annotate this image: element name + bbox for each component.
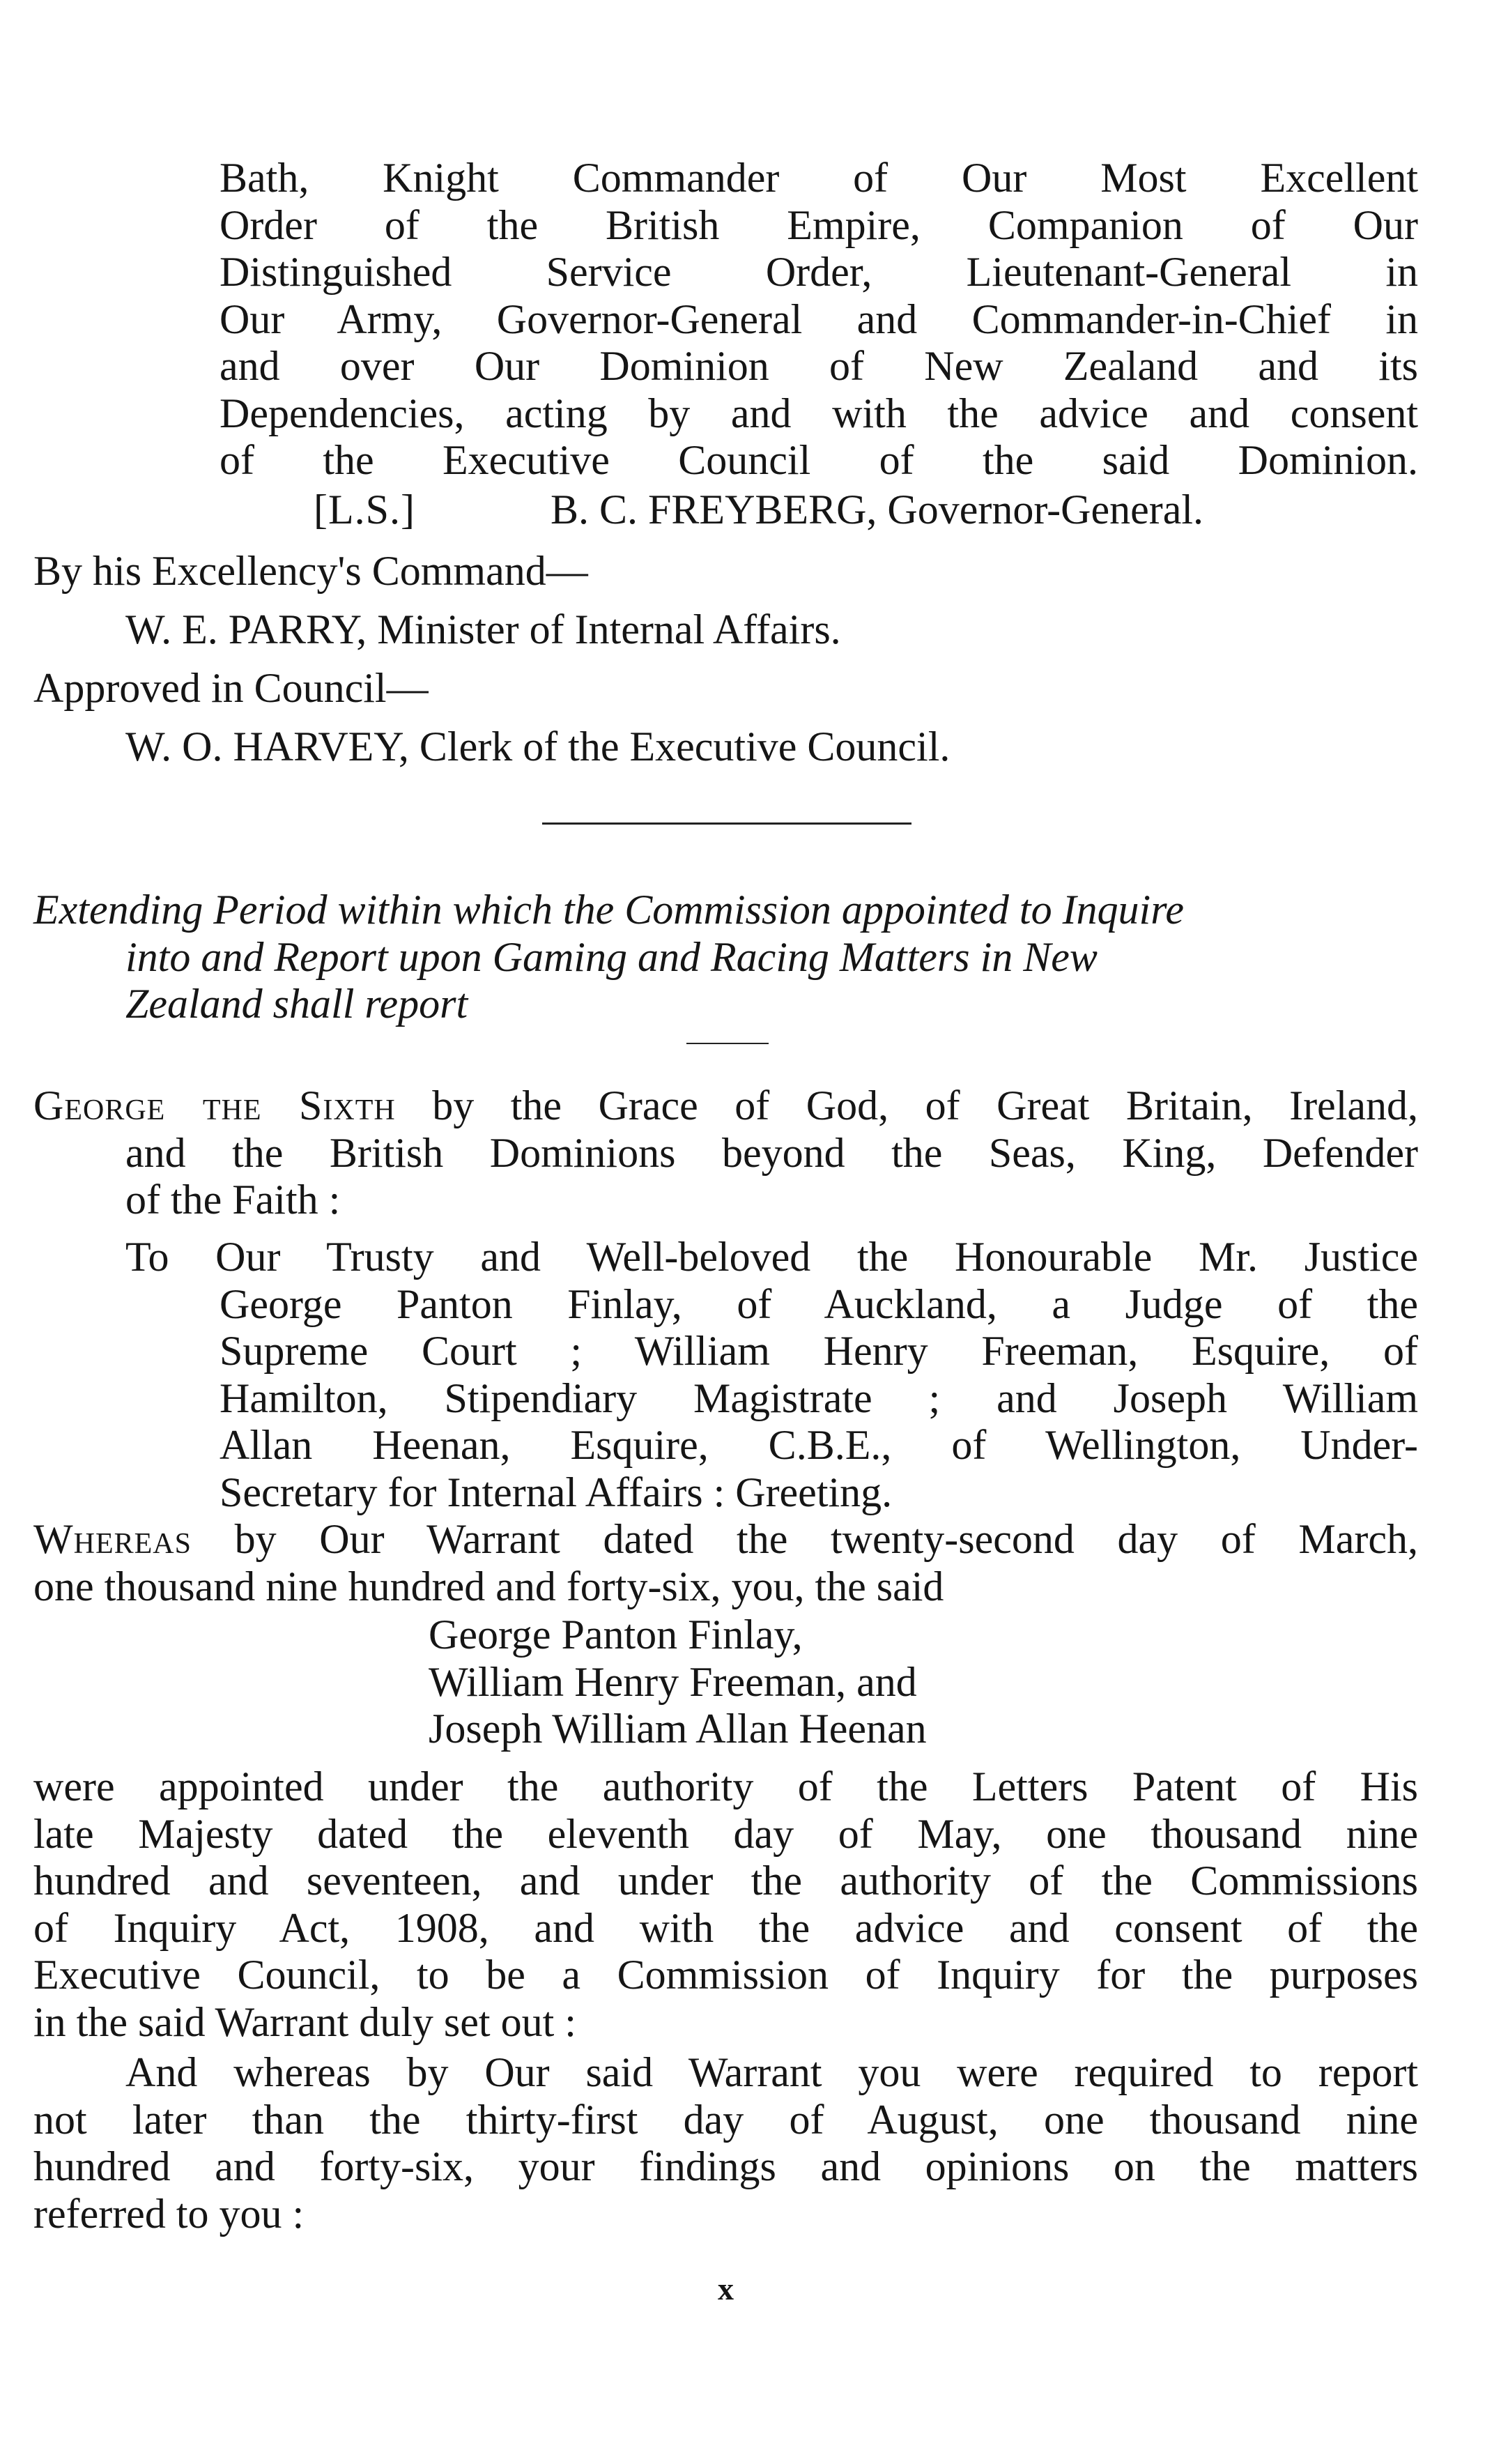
warrant-close-paragraph	[220, 155, 1418, 484]
warrant-close-line: Our Army, Governor-General and Commander-in-Chief in	[220, 296, 1418, 342]
proclamation-line: of the Faith :	[125, 1177, 341, 1223]
address-line: Allan Heenan, Esquire, C.B.E., of Wellington, Under-	[220, 1422, 1418, 1468]
and-whereas-paragraph	[33, 2049, 1418, 2237]
governor-general-signature: B. C. FREYBERG, Governor-General.	[551, 487, 1204, 533]
warrant-close-line: and over Our Dominion of New Zealand and its	[220, 343, 1418, 389]
and-whereas-line: hundred and forty-six, your findings and opinions on the matters	[33, 2143, 1418, 2189]
warrant-close-line: Order of the British Empire, Companion of Our	[220, 201, 1418, 248]
whereas-line: one thousand nine hundred and forty-six, you, the said	[33, 1563, 944, 1609]
commissioner-name: William Henry Freeman, and	[429, 1658, 917, 1705]
proclamation-line: by the Grace of God, of Great Britain, Ireland,	[395, 1082, 1418, 1128]
commissioner-names	[429, 1612, 927, 1753]
whereas-continuation-line: were appointed under the authority of the Letters Patent of His	[33, 1763, 1418, 1809]
and-whereas-line: not later than the thirty-first day of August, one thousand nine	[33, 2096, 1418, 2143]
page-number: x	[718, 2271, 734, 2306]
address-line: To Our Trusty and Well-beloved the Honourable Mr. Justice	[125, 1234, 1418, 1280]
whereas-lead: Whereas	[33, 1516, 192, 1562]
section-heading-line: Zealand shall report	[125, 981, 468, 1027]
whereas-continuation-line: of Inquiry Act, 1908, and with the advice and consent of the	[33, 1904, 1418, 1951]
proclamation-line: and the British Dominions beyond the Seas, King, Defender	[125, 1129, 1418, 1176]
section-heading-line: into and Report upon Gaming and Racing Matters in New	[125, 933, 1098, 980]
clerk-signature: W. O. HARVEY, Clerk of the Executive Council.	[125, 724, 951, 770]
warrant-close-line: Bath, Knight Commander of Our Most Excellent	[220, 155, 1418, 201]
whereas-continuation-line: late Majesty dated the eleventh day of May, one thousand nine	[33, 1810, 1418, 1857]
seal-mark: [L.S.]	[314, 487, 415, 533]
warrant-close-line: Distinguished Service Order, Lieutenant-General in	[220, 249, 1418, 295]
command-label: By his Excellency's Command—	[33, 548, 588, 594]
whereas-paragraph	[33, 1516, 1418, 1610]
section-heading-line: Extending Period within which the Commission appointed to Inquire	[33, 887, 1184, 933]
minister-signature: W. E. PARRY, Minister of Internal Affairs.	[125, 606, 841, 652]
sovereign-name: George the Sixth	[33, 1082, 396, 1128]
section-heading	[33, 887, 1418, 1028]
whereas-continuation-line: in the said Warrant duly set out :	[33, 1998, 576, 2045]
whereas-continuation	[33, 1763, 1418, 2046]
address-paragraph	[125, 1234, 1418, 1516]
approved-label: Approved in Council—	[33, 665, 429, 711]
whereas-continuation-line: hundred and seventeen, and under the authority of the Commissions	[33, 1858, 1418, 1904]
whereas-continuation-line: Executive Council, to be a Commission of Inquiry for the purposes	[33, 1952, 1418, 1998]
whereas-line: by Our Warrant dated the twenty-second day of March,	[191, 1516, 1418, 1562]
address-line: Secretary for Internal Affairs : Greeting.	[220, 1469, 893, 1515]
and-whereas-line: referred to you :	[33, 2190, 305, 2237]
commissioner-name: Joseph William Allan Heenan	[429, 1706, 927, 1752]
commissioner-name: George Panton Finlay,	[429, 1612, 803, 1658]
proclamation-paragraph	[33, 1082, 1418, 1224]
heading-divider	[686, 1043, 769, 1044]
address-line: Supreme Court ; William Henry Freeman, Esquire, of	[220, 1328, 1418, 1374]
and-whereas-line: And whereas by Our said Warrant you were required to report	[125, 2049, 1418, 2095]
address-line: Hamilton, Stipendiary Magistrate ; and Joseph William	[220, 1375, 1418, 1421]
address-line: George Panton Finlay, of Auckland, a Judge of the	[220, 1280, 1418, 1327]
warrant-close-line: Dependencies, acting by and with the advice and consent	[220, 390, 1418, 436]
section-divider	[542, 822, 911, 825]
warrant-close-line: of the Executive Council of the said Dominion.	[220, 437, 1418, 483]
